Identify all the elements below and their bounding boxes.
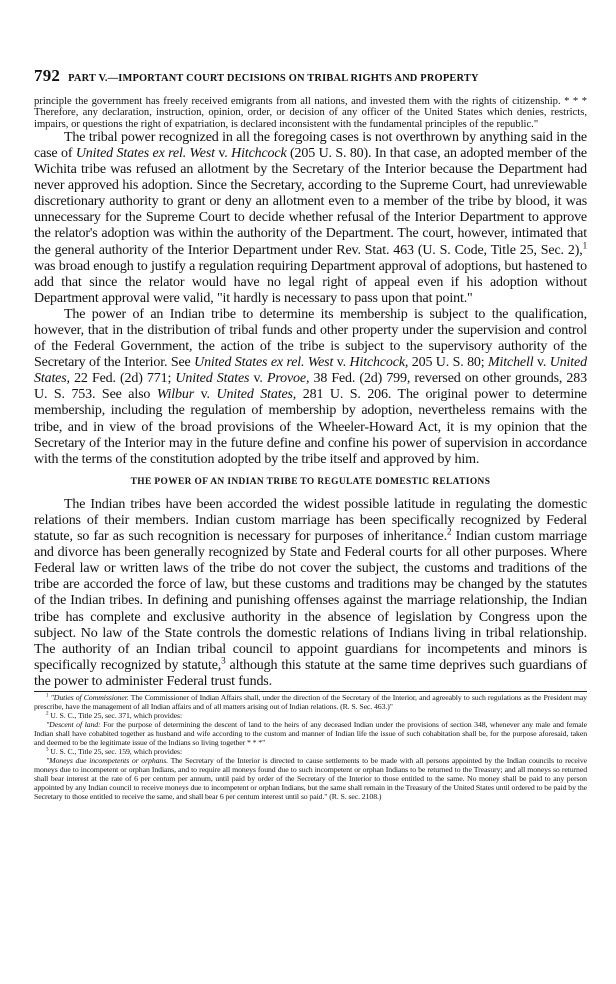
footnotes xyxy=(34,693,587,801)
footnote-ref-1: 1 xyxy=(582,239,587,250)
case-citation: Provoe, xyxy=(266,371,310,387)
footnote-3: $^3$ U. S. C., Title 25, sec. 159, which provides: xyxy=(46,746,183,756)
footnote-ref-2: 2 xyxy=(446,526,452,537)
case-citation: Mitchell xyxy=(488,355,534,371)
case-citation: United States ex rel. West xyxy=(194,355,334,371)
case-citation: Hitchcock, xyxy=(349,355,409,371)
section-heading: THE POWER OF AN INDIAN TRIBE TO REGULATE DOMESTIC RELATIONS xyxy=(130,476,491,487)
footnote-ref-3: 3 xyxy=(221,655,226,666)
running-header-title: PART V.—IMPORTANT COURT DECISIONS ON TRIBAL RIGHTS AND PROPERTY xyxy=(68,73,479,84)
case-citation: Wilbur xyxy=(156,387,195,403)
paragraph-domestic-relations: The Indian tribes have been accorded the widest possible latitude in regulating the domestic relations of their members. Indian custom marriage has been specifically recognized by Federal statute, so far as such recognition is necessary for purposes of inheritance.$^2$ Indian custom marriage and divorce has been generally recognized by State and Federal courts for all other purposes. Where Federal law or written laws of the tribe do not cover the subject, the customs and traditions of the tribe are accorded the force of law, but these customs and traditions may be changed by the statutes of the Indian tribes. In defining and punishing offenses against the marriage relationship, the Indian tribe has complete and exclusive authority in the absence of legislation by Congress upon the subject. No law of the State controls the domestic relations of Indians living in tribal relationship. The authority of an Indian tribal council to appoint guardians for incompetents and minors is specifically recognized by statute,$^3$ although this statute at the same time deprives such guardians of the power to administer Federal trust funds. xyxy=(34,496,587,689)
page-number: 792 xyxy=(34,66,61,85)
footnote-2-quote: "Descent of land: For the purpose of determining the descent of land to the heirs of any deceased Indian under the provisions of section 348, whenever any male and female Indian shall have cohabited together as husband and wife according to the custom and manner of Indian life the issue of such cohabitation shall be, for the purpose aforesaid, taken and deemed to be the legitimate issue of the Indians so living together * * *" xyxy=(34,719,587,747)
case-citation: United States, xyxy=(34,355,587,387)
footnote-divider xyxy=(34,691,587,692)
paragraph-membership-qualification: The power of an Indian tribe to determine its membership is subject to the qualification, however, that in the distribution of tribal funds and other property under the supervision and control of the Federal Government, the action of the tribe is subject to the supervisory authority of the Secretary of the Interior. See United States ex rel. West v. Hitchcock, 205 U. S. 80; Mitchell v. United States, 22 Fed. (2d) 771; United States v. Provoe, 38 Fed. (2d) 799, reversed on other grounds, 283 U. S. 753. See also Wilbur v. United States, 281 U. S. 206. The original power to determine membership, including the regulation of membership by adoption, nevertheless remains with the tribe, and in view of the broad provisions of the Wheeler-Howard Act, it is my opinion that the Secretary of the Interior may in the future define and confine his power of supervision in accordance with the terms of the constitution adopted by the tribe itself and approved by him. xyxy=(34,306,587,467)
footnote-2: $^2$ U. S. C., Title 25, sec. 371, which provides: xyxy=(46,710,183,720)
running-header xyxy=(34,66,587,86)
case-citation: United States ex rel. West xyxy=(75,145,215,161)
case-citation: United States xyxy=(175,371,250,387)
footnote-3-quote: "Moneys due incompetents or orphans. The Secretary of the Interior is directed to cause settlements to be made with all persons appointed by the Indian councils to receive moneys due to incompetent or orphan Indians, and to require all moneys found due to such incompetent or orphan Indians to be returned to the Treasury; and all moneys so returned shall bear interest at the rate of 6 per centum per annum, until paid by order of the Secretary of the Interior to those entitled to the same. No money shall be paid to any person appointed by any Indian council to receive moneys due to incompetent or orphan Indians, but the same shall remain in the Treasury of the United States until ordered to be paid by the Secretary to those entitled to receive the same, and shall bear 6 per centum interest until so paid." (R. S. sec. 2108.) xyxy=(34,755,587,801)
footnote-1: $^1$ "Duties of Commissioner. The Commissioner of Indian Affairs shall, under the direction of the Secretary of the Interior, and agreeably to such regulations as the President may prescribe, have the management of all Indian affairs and of all matters arising out of Indian relations. (R. S. Sec. 463.)" xyxy=(34,692,587,711)
paragraph-west-v-hitchcock: The tribal power recognized in all the foregoing cases is not overthrown by anything said in the case of United States ex rel. West v. Hitchcock (205 U. S. 80). In that case, an adopted member of the Wichita tribe was refused an allotment by the Secretary of the Interior because the Department had never approved his adoption. Since the Secretary, according to the Supreme Court, had unreviewable discretionary authority to grant or deny an allotment even to a member of the tribe by blood, it was unnecessary for the Supreme Court to decide whether refusal of the Interior Department to approve the relator's adoption was within the authority of the Department. The court, however, intimated that the general authority of the Interior Department under Rev. Stat. 463 (U. S. Code, Title 25, Sec. 2),$^1$ was broad enough to justify a regulation requiring Department approval of adoptions, but hastened to add that since the relator would have no legal right of appeal even if his adoption without Department approval were valid, "it hardly is necessary to pass upon that point." xyxy=(34,129,587,306)
quotation-continuation: principle the government has freely received emigrants from all nations, and invested them with the rights of citizenship. * * * Therefore, any declaration, instruction, opinion, order, or decision of any officer of the United States which denies, restricts, impairs, or questions the right of expatriation, is declared inconsistent with the fundamental principles of the republic." xyxy=(34,96,587,130)
case-citation: United States, xyxy=(216,387,297,403)
case-citation: Hitchcock xyxy=(231,145,287,161)
